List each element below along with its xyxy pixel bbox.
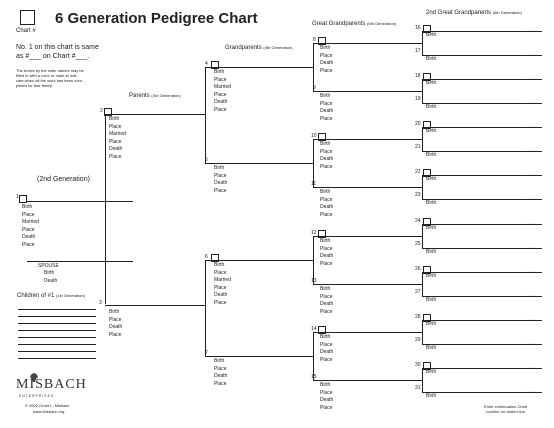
person-19-number: 19 [415, 96, 421, 102]
person-2-name-line[interactable] [105, 114, 205, 115]
connector-30-31 [422, 368, 423, 392]
continuation-22[interactable]: ......... [526, 172, 537, 176]
person-23-name-line[interactable] [422, 199, 542, 200]
continuation-18[interactable]: ......... [526, 76, 537, 80]
person-29-name-line[interactable] [422, 344, 542, 345]
person-20-number: 20 [415, 121, 421, 127]
connector-20-21 [422, 127, 423, 151]
note-text: The boxes by the male names may be filled in with a color or mark to indi- cate when all the work has been com- pleted for that family. [16, 68, 84, 88]
person-31-name-line[interactable] [422, 392, 542, 393]
generation-2-header: (2nd Generation) [37, 176, 90, 183]
person-26-field: Birth [426, 273, 437, 279]
person-10-number: 10 [311, 133, 317, 139]
person-4-fields: Birth Place Married Place Death Place [214, 69, 231, 113]
person-5-fields: Birth Place Death Place [214, 165, 228, 194]
person-6-name-line[interactable] [205, 260, 313, 261]
person-12-number: 12 [311, 230, 317, 236]
connector-2-3 [105, 114, 106, 304]
instruction-line-1: No. 1 on this chart is same [16, 44, 99, 51]
continuation-20[interactable]: ......... [526, 124, 537, 128]
person-22-number: 22 [415, 169, 421, 175]
person-12-name-line[interactable] [313, 236, 422, 237]
person-8-number: 8 [313, 37, 316, 43]
person-25-field: Birth [426, 249, 437, 255]
person-26-name-line[interactable] [422, 272, 542, 273]
continuation-16[interactable]: ......... [526, 28, 537, 32]
person-23-field: Birth [426, 200, 437, 206]
person-23-number: 23 [415, 192, 421, 198]
continuation-31[interactable]: ......... [526, 389, 537, 393]
person-16-number: 16 [415, 25, 421, 31]
person-17-number: 17 [415, 48, 421, 54]
person-2-number: 2 [100, 108, 103, 114]
person-18-name-line[interactable] [422, 79, 542, 80]
person-28-number: 28 [415, 314, 421, 320]
person-21-field: Birth [426, 152, 437, 158]
person-24-name-line[interactable] [422, 224, 542, 225]
person-10-fields: Birth Place Death Place [320, 141, 334, 170]
continuation-29[interactable]: ......... [526, 341, 537, 345]
person-1-fields: Birth Place Married Place Death Place [22, 204, 39, 248]
continuation-24[interactable]: ......... [526, 221, 537, 225]
person-28-name-line[interactable] [422, 320, 542, 321]
person-25-number: 25 [415, 241, 421, 247]
person-21-name-line[interactable] [422, 151, 542, 152]
person-18-field: Birth [426, 80, 437, 86]
person-9-fields: Birth Place Death Place [320, 93, 334, 122]
child-line-2[interactable] [18, 316, 96, 317]
person-10-name-line[interactable] [313, 139, 422, 140]
person-27-field: Birth [426, 297, 437, 303]
person-20-name-line[interactable] [422, 127, 542, 128]
person-8-fields: Birth Place Death Place [320, 45, 334, 74]
spouse-label: SPOUSE [38, 263, 59, 269]
connector-8-9 [313, 43, 314, 91]
person-14-number: 14 [311, 326, 317, 332]
person-29-field: Birth [426, 345, 437, 351]
generation-4-header: Grandparents (4th Generation) [225, 45, 293, 51]
person-3-fields: Birth Place Death Place [109, 309, 123, 338]
person-3-number: 3 [99, 300, 102, 306]
continuation-25[interactable]: ......... [526, 245, 537, 249]
connector-4-5 [205, 67, 206, 163]
person-13-number: 13 [311, 278, 317, 284]
person-11-number: 11 [311, 181, 317, 187]
person-4-number: 4 [205, 61, 208, 67]
generation-5-header: Great Grandparents (5th Generation) [312, 21, 397, 27]
misbach-logo: MISBACH E N T E R P R I S E S [14, 372, 74, 398]
connector-26-27 [422, 272, 423, 296]
person-27-number: 27 [415, 289, 421, 295]
generation-3-header: Parents (3rd Generation) [129, 93, 181, 99]
person-9-number: 9 [313, 85, 316, 91]
person-30-name-line[interactable] [422, 368, 542, 369]
person-6-number: 6 [205, 254, 208, 260]
person-22-name-line[interactable] [422, 175, 542, 176]
person-5-number: 5 [205, 157, 208, 163]
continuation-27[interactable]: ......... [526, 293, 537, 297]
person-1-name-line[interactable] [27, 201, 133, 202]
child-line-7[interactable] [18, 351, 96, 352]
person-21-number: 21 [415, 144, 421, 150]
person-16-field: Birth [426, 32, 437, 38]
child-line-4[interactable] [18, 330, 96, 331]
person-26-number: 26 [415, 266, 421, 272]
person-7-number: 7 [205, 350, 208, 356]
spouse-fields: Birth Death [44, 270, 58, 284]
person-18-number: 18 [415, 73, 421, 79]
person-22-field: Birth [426, 176, 437, 182]
person-7-name-line[interactable] [205, 356, 313, 357]
continuation-26[interactable]: ......... [526, 269, 537, 273]
person-30-number: 30 [415, 362, 421, 368]
person-25-name-line[interactable] [422, 248, 542, 249]
child-line-5[interactable] [18, 337, 96, 338]
person-14-fields: Birth Place Death Place [320, 334, 334, 363]
person-13-fields: Birth Place Death Place [320, 286, 334, 315]
person-17-name-line[interactable] [422, 55, 542, 56]
person-4-name-line[interactable] [205, 67, 313, 68]
connector-16-17 [422, 31, 423, 55]
person-29-number: 29 [415, 337, 421, 343]
person-17-field: Birth [426, 56, 437, 62]
copyright: © 2002 Grant L. Misbach [25, 403, 70, 408]
person-5-name-line[interactable] [205, 163, 313, 164]
person-19-name-line[interactable] [422, 103, 542, 104]
person-31-number: 31 [415, 385, 421, 391]
person-28-field: Birth [426, 321, 437, 327]
children-header: Children of #1 (1st Generation) [17, 293, 85, 299]
connector-22-23 [422, 175, 423, 199]
person-3-name-line[interactable] [105, 305, 205, 306]
connector-24-25 [422, 224, 423, 248]
person-11-fields: Birth Place Death Place [320, 189, 334, 218]
person-20-field: Birth [426, 128, 437, 134]
continuation-23[interactable]: ......... [526, 196, 537, 200]
spouse-name-line[interactable] [27, 261, 133, 262]
person-6-fields: Birth Place Married Place Death Place [214, 262, 231, 306]
continuation-30[interactable]: ......... [526, 365, 537, 369]
person-31-field: Birth [426, 393, 437, 399]
person-8-name-line[interactable] [313, 43, 422, 44]
child-line-3[interactable] [18, 323, 96, 324]
website-link[interactable]: www.Misbach.org [33, 409, 65, 414]
person-16-name-line[interactable] [422, 31, 542, 32]
child-line-8[interactable] [18, 358, 96, 359]
connector-14-15 [313, 332, 314, 380]
connector-28-29 [422, 320, 423, 344]
person-13-name-line[interactable] [313, 284, 422, 285]
person-1-box[interactable] [19, 195, 27, 203]
connector-6-7 [205, 260, 206, 356]
person-9-name-line[interactable] [313, 91, 422, 92]
chart-number-label: Chart # [16, 28, 36, 34]
person-15-number: 15 [311, 374, 317, 380]
person-1-number: 1 [16, 194, 19, 200]
instruction-line-2: as #___ on Chart #___. [16, 53, 90, 60]
person-7-fields: Birth Place Death Place [214, 358, 228, 387]
generation-6-header: 2nd Great Grandparents (6th Generation) [426, 10, 522, 16]
chart-number-box[interactable] [20, 10, 35, 25]
child-line-6[interactable] [18, 344, 96, 345]
page-title: 6 Generation Pedigree Chart [55, 10, 258, 27]
person-12-fields: Birth Place Death Place [320, 238, 334, 267]
person-2-fields: Birth Place Married Place Death Place [109, 116, 126, 160]
person-24-number: 24 [415, 218, 421, 224]
person-14-name-line[interactable] [313, 332, 422, 333]
continuation-17[interactable]: ......... [526, 52, 537, 56]
person-19-field: Birth [426, 104, 437, 110]
connector-18-19 [422, 79, 423, 103]
person-11-name-line[interactable] [313, 187, 422, 188]
person-15-fields: Birth Place Death Place [320, 382, 334, 411]
continuation-19[interactable]: ......... [526, 100, 537, 104]
connector-12-13 [313, 236, 314, 284]
person-24-field: Birth [426, 225, 437, 231]
continuation-note: Enter continuation Chart number on dotted line [484, 404, 528, 414]
person-15-name-line[interactable] [313, 380, 422, 381]
person-27-name-line[interactable] [422, 296, 542, 297]
child-line-1[interactable] [18, 309, 96, 310]
continuation-28[interactable]: ......... [526, 317, 537, 321]
person-30-field: Birth [426, 369, 437, 375]
continuation-21[interactable]: ......... [526, 148, 537, 152]
